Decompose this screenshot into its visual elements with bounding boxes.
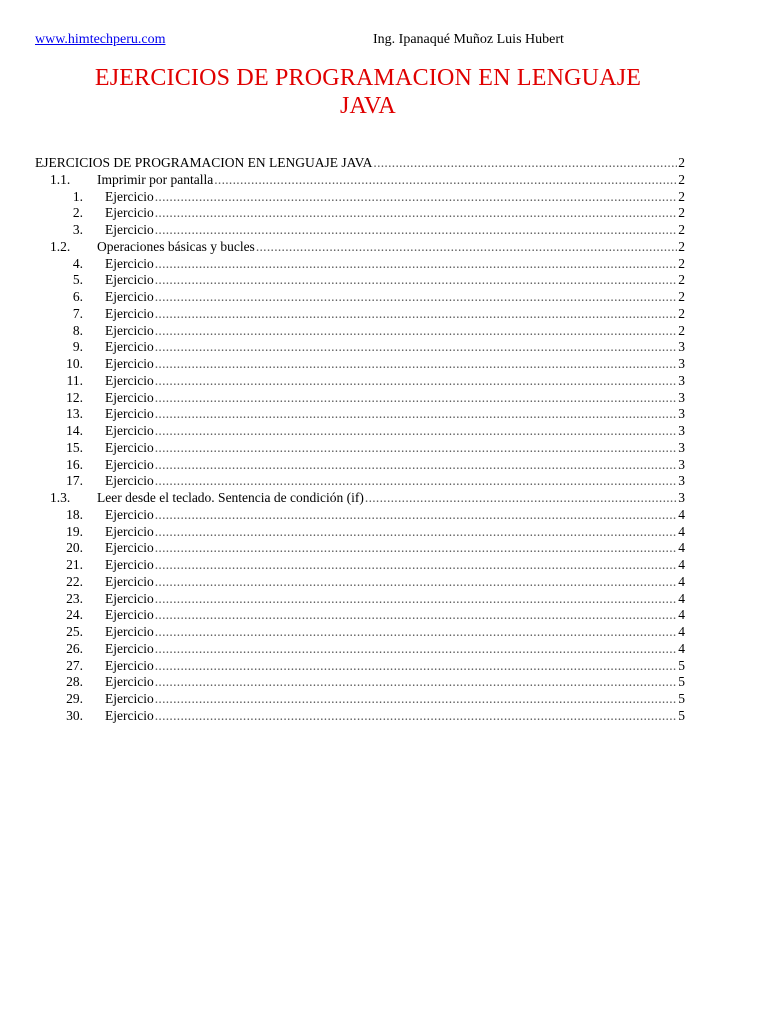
dot-leader [256, 239, 677, 256]
dot-leader [155, 473, 678, 490]
toc-entry-page: 2 [678, 205, 685, 221]
toc-entry-title: Ejercicio [105, 691, 154, 706]
toc-entry-page: 5 [678, 657, 685, 673]
dot-leader [155, 658, 678, 675]
toc-entry-title: Ejercicio [105, 356, 154, 371]
toc-entry-title: Ejercicio [105, 322, 154, 338]
toc-entry-title: Ejercicio [105, 640, 154, 656]
dot-leader [155, 708, 678, 725]
toc-entry[interactable] [35, 524, 685, 541]
dot-leader [155, 306, 678, 323]
toc-entry-page: 3 [678, 456, 685, 472]
toc-entry-page: 5 [678, 707, 685, 723]
toc-entry-number: 2. [72, 205, 83, 221]
toc-entry-title: Ejercicio [105, 423, 154, 438]
toc-entry-number: 25. [66, 624, 83, 639]
toc-entry[interactable] [35, 691, 685, 708]
toc-entry[interactable] [35, 289, 685, 306]
toc-entry[interactable] [35, 674, 685, 691]
toc-entry-title: Leer desde el teclado. Sentencia de condición (if) [97, 490, 364, 505]
toc-entry-number: 18. [66, 506, 83, 522]
dot-leader [155, 591, 678, 608]
toc-entry-number: 21. [66, 557, 83, 572]
toc-entry-title: Ejercicio [105, 540, 154, 556]
toc-entry-page: 5 [678, 691, 685, 706]
toc-entry[interactable] [35, 658, 685, 675]
toc-entry-title: Ejercicio [105, 289, 154, 304]
toc-entry-title: Ejercicio [105, 456, 154, 472]
toc-entry-page: 4 [678, 506, 685, 522]
toc-entry-number: 15. [66, 439, 83, 455]
toc-entry-page: 3 [678, 439, 685, 455]
document-title-line-1: EJERCICIOS DE PROGRAMACION EN LENGUAJE [94, 65, 642, 91]
toc-entry-number: 11. [66, 372, 83, 388]
dot-leader [155, 674, 678, 691]
toc-entry-number: 10. [66, 356, 83, 371]
toc-entry[interactable] [35, 624, 685, 641]
toc-entry-number: 13. [66, 406, 83, 422]
toc-entry-title: Ejercicio [105, 557, 154, 572]
toc-entry-title: Operaciones básicas y bucles [97, 238, 255, 254]
toc-entry-number: 8. [72, 322, 83, 338]
toc-entry-page: 5 [678, 674, 685, 690]
toc-entry-number: 19. [66, 523, 83, 539]
toc-entry-title: Ejercicio [105, 523, 154, 539]
toc-entry-title: Ejercicio [105, 255, 154, 271]
dot-leader [155, 540, 678, 557]
toc-entry-title: Ejercicio [105, 573, 154, 589]
dot-leader [155, 222, 678, 239]
toc-entry-number: 7. [72, 305, 83, 321]
toc-entry-number: 6. [72, 289, 83, 304]
toc-entry[interactable] [35, 373, 685, 390]
toc-entry[interactable] [35, 473, 685, 490]
toc-entry-page: 4 [678, 540, 685, 556]
toc-entry[interactable] [35, 557, 685, 574]
toc-entry-number: 17. [66, 473, 83, 489]
toc-entry-title: Ejercicio [105, 707, 154, 723]
toc-entry[interactable] [35, 356, 685, 373]
toc-entry-page: 2 [678, 171, 685, 187]
toc-entry[interactable] [35, 205, 685, 222]
toc-entry-number: 9. [72, 339, 83, 355]
toc-entry-title: EJERCICIOS DE PROGRAMACION EN LENGUAJE JAVA [35, 155, 373, 170]
toc-entry-page: 4 [678, 573, 685, 589]
toc-entry-title: Ejercicio [105, 473, 154, 489]
dot-leader [155, 624, 678, 641]
toc-entry[interactable] [35, 540, 685, 557]
toc-entry-number: 4. [72, 255, 83, 271]
toc-entry-number: 29. [66, 691, 83, 706]
toc-entry-page: 4 [678, 624, 685, 639]
dot-leader [155, 457, 678, 474]
dot-leader [214, 172, 677, 189]
toc-entry-number: 1.2. [50, 238, 71, 254]
toc-entry-number: 1. [72, 188, 83, 204]
document-title [0, 64, 736, 120]
toc-entry-number: 14. [66, 423, 83, 438]
toc-entry-page: 2 [678, 155, 685, 170]
toc-entry-page: 4 [678, 590, 685, 606]
toc-entry[interactable] [35, 490, 685, 507]
toc-entry-page: 2 [678, 222, 685, 237]
toc-entry-number: 1.1. [50, 171, 71, 187]
toc-entry-page: 2 [678, 305, 685, 321]
toc-entry[interactable] [35, 457, 685, 474]
toc-entry-number: 30. [66, 707, 83, 723]
toc-entry[interactable] [35, 189, 685, 206]
dot-leader [155, 390, 678, 407]
dot-leader [155, 205, 678, 222]
toc-entry-title: Ejercicio [105, 222, 154, 237]
toc-entry[interactable] [35, 641, 685, 658]
toc-entry-number: 16. [66, 456, 83, 472]
toc-entry[interactable] [35, 155, 685, 172]
toc-entry[interactable] [35, 708, 685, 725]
toc-entry-page: 4 [678, 640, 685, 656]
toc-entry[interactable] [35, 440, 685, 457]
toc-entry[interactable] [35, 390, 685, 407]
dot-leader [155, 507, 678, 524]
toc-entry-title: Ejercicio [105, 590, 154, 606]
toc-entry[interactable] [35, 306, 685, 323]
toc-entry-title: Ejercicio [105, 372, 154, 388]
toc-entry-title: Ejercicio [105, 339, 154, 355]
toc-entry[interactable] [35, 423, 685, 440]
toc-entry-page: 2 [678, 289, 685, 304]
dot-leader [155, 607, 678, 624]
toc-entry-number: 22. [66, 573, 83, 589]
toc-entry[interactable] [35, 256, 685, 273]
toc-entry-page: 3 [678, 406, 685, 422]
toc-entry-page: 2 [678, 255, 685, 271]
dot-leader [155, 440, 678, 457]
toc-entry-page: 3 [678, 372, 685, 388]
toc-entry-number: 24. [66, 607, 83, 623]
toc-entry-page: 3 [678, 339, 685, 355]
toc-entry-page: 4 [678, 607, 685, 623]
toc-entry-number: 28. [66, 674, 83, 690]
toc-entry-page: 3 [678, 356, 685, 371]
dot-leader [365, 490, 677, 507]
toc-entry[interactable] [35, 507, 685, 524]
toc-entry-title: Ejercicio [105, 188, 154, 204]
author-name: Ing. Ipanaqué Muñoz Luis Hubert [373, 32, 564, 47]
toc-entry[interactable] [35, 172, 685, 189]
toc-entry[interactable] [35, 323, 685, 340]
toc-entry-number: 12. [66, 389, 83, 405]
toc-entry-title: Imprimir por pantalla [97, 171, 214, 187]
toc-entry-number: 26. [66, 640, 83, 656]
toc-entry-page: 3 [678, 423, 685, 438]
dot-leader [155, 289, 678, 306]
toc-entry-number: 1.3. [50, 490, 71, 505]
toc-entry[interactable] [35, 222, 685, 239]
dot-leader [373, 155, 677, 172]
toc-entry-page: 3 [678, 389, 685, 405]
toc-entry-title: Ejercicio [105, 205, 154, 221]
toc-entry-page: 2 [678, 322, 685, 338]
document-title-line-2: JAVA [340, 93, 396, 119]
toc-entry-title: Ejercicio [105, 624, 154, 639]
toc-entry[interactable] [35, 607, 685, 624]
toc-entry-title: Ejercicio [105, 657, 154, 673]
dot-leader [155, 356, 678, 373]
toc-entry-title: Ejercicio [105, 389, 154, 405]
dot-leader [155, 574, 678, 591]
toc-entry-title: Ejercicio [105, 607, 154, 623]
toc-entry-number: 3. [72, 222, 83, 237]
toc-entry-title: Ejercicio [105, 439, 154, 455]
toc-entry-number: 23. [66, 590, 83, 606]
dot-leader [155, 373, 678, 390]
toc-entry[interactable] [35, 591, 685, 608]
dot-leader [155, 406, 678, 423]
toc-entry[interactable] [35, 272, 685, 289]
toc-entry-page: 3 [678, 473, 685, 489]
table-of-contents [35, 155, 685, 725]
dot-leader [155, 691, 678, 708]
toc-entry-title: Ejercicio [105, 406, 154, 422]
dot-leader [155, 339, 678, 356]
toc-entry[interactable] [35, 239, 685, 256]
page-header [35, 32, 735, 52]
toc-entry-number: 27. [66, 657, 83, 673]
toc-entry-title: Ejercicio [105, 305, 154, 321]
toc-entry-number: 5. [72, 272, 83, 288]
toc-entry-title: Ejercicio [105, 272, 154, 288]
toc-entry-page: 2 [678, 188, 685, 204]
dot-leader [155, 423, 678, 440]
toc-entry-page: 2 [678, 272, 685, 288]
toc-entry-number: 20. [66, 540, 83, 556]
toc-entry-title: Ejercicio [105, 506, 154, 522]
dot-leader [155, 524, 678, 541]
toc-entry-page: 4 [678, 523, 685, 539]
toc-entry-page: 4 [678, 557, 685, 572]
dot-leader [155, 641, 678, 658]
dot-leader [155, 256, 678, 273]
toc-entry-page: 2 [678, 238, 685, 254]
toc-entry[interactable] [35, 574, 685, 591]
toc-entry[interactable] [35, 339, 685, 356]
dot-leader [155, 323, 678, 340]
site-link[interactable]: www.himtechperu.com [35, 32, 166, 47]
dot-leader [155, 189, 678, 206]
toc-entry-title: Ejercicio [105, 674, 154, 690]
toc-entry[interactable] [35, 406, 685, 423]
dot-leader [155, 272, 678, 289]
toc-entry-page: 3 [678, 490, 685, 505]
dot-leader [155, 557, 678, 574]
